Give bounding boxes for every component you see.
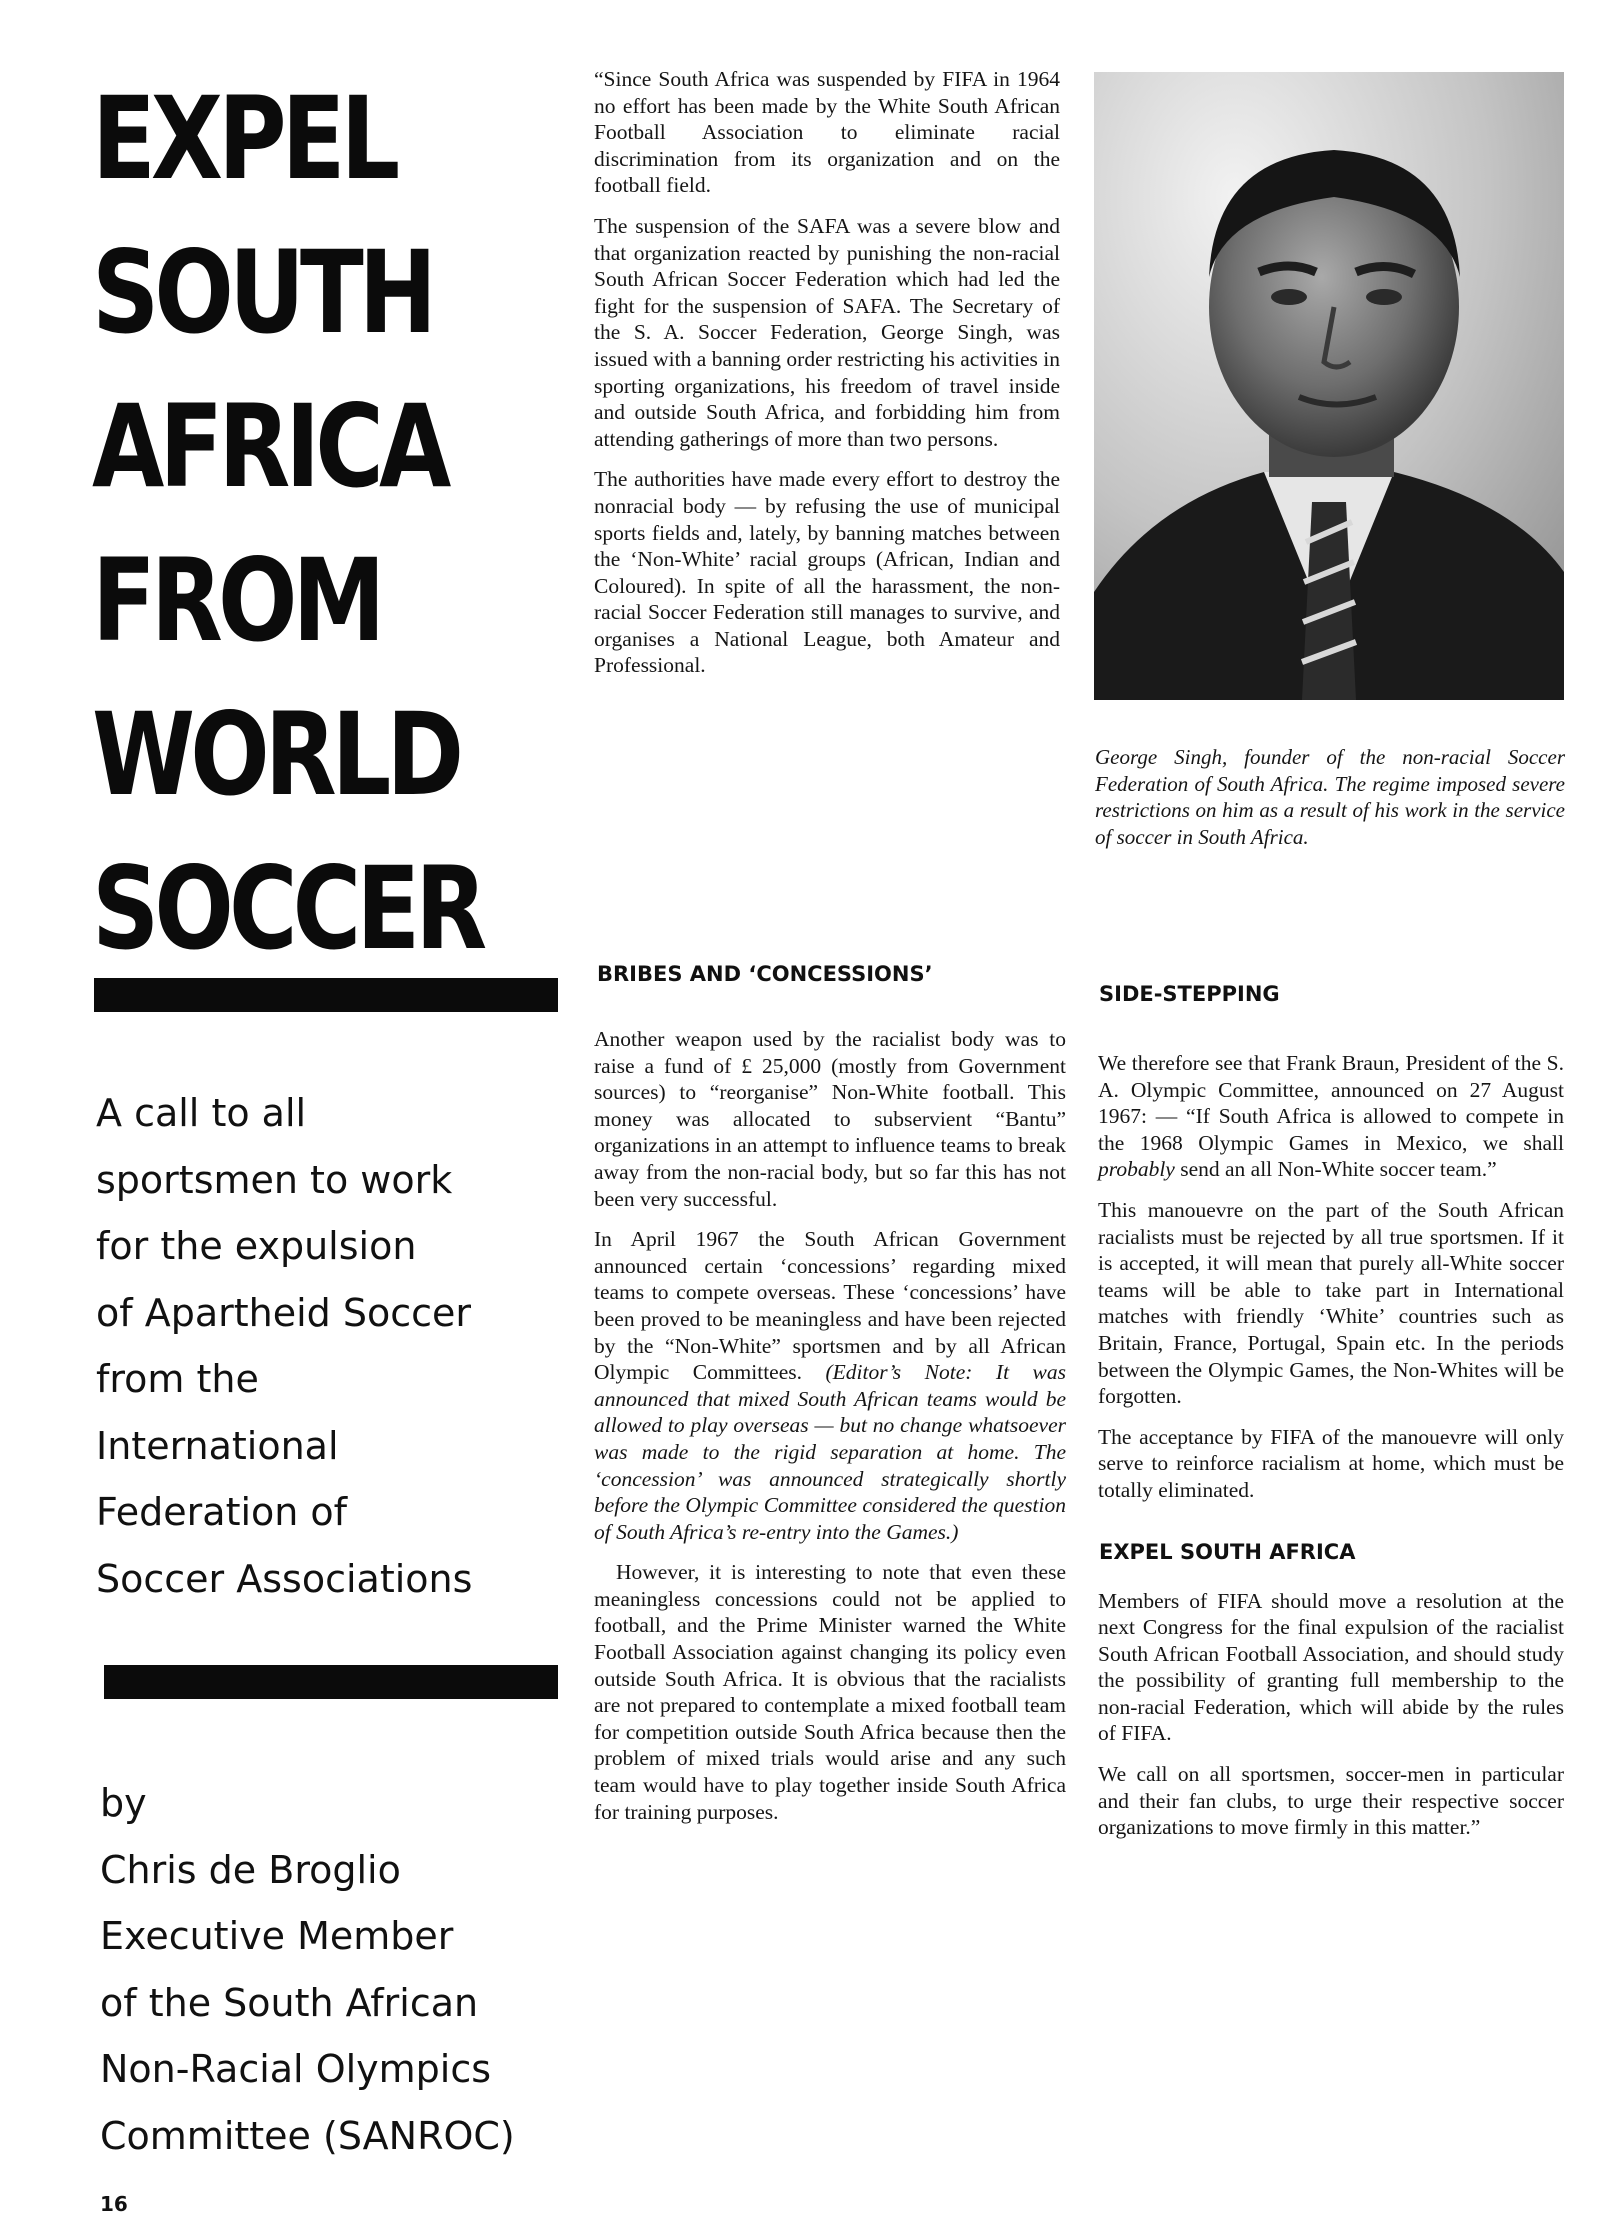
- body-paragraph: [594, 1226, 1066, 1545]
- section-heading-expel: EXPEL SOUTH AFRICA: [1099, 1540, 1356, 1564]
- byline-line: Executive Member: [100, 1914, 454, 1958]
- subheading-line: sportsmen to work: [96, 1157, 453, 1202]
- headline-line: EXPEL: [92, 72, 396, 205]
- body-text: We therefore see that Frank Braun, President of the S. A. Olympic Committee, announced on 27 August 1967: — “If South Africa is allowed to compete in the 1968 Olympic Games in Mexico, we shall: [1098, 1051, 1564, 1155]
- body-paragraph: Members of FIFA should move a resolution at the next Congress for the final expulsion of the racialist South African Football Association, and should study the possibility of granting full membership to the non-racial Federation, which will abide by the rules of FIFA.: [1098, 1588, 1564, 1746]
- black-rule-divider: [104, 1665, 558, 1699]
- byline-line: of the South African: [100, 1980, 479, 2025]
- subheading-line: Soccer Associations: [96, 1556, 473, 1601]
- body-paragraph: We call on all sportsmen, soccer-men in particular and their fan clubs, to urge their respective soccer organizations to move firmly in this matter.”: [1098, 1762, 1564, 1840]
- headline-line: SOUTH: [92, 226, 433, 359]
- subheading-line: for the expulsion: [96, 1224, 417, 1268]
- headline: [92, 62, 483, 986]
- byline-line: by: [100, 1781, 147, 1825]
- author-byline: [100, 1770, 580, 2169]
- body-paragraph: This manouevre on the part of the South African racialists must be rejected by all true sportsmen. If it is accepted, it will mean that purely all-White soccer teams will be able to take part in International matches with friendly ‘White’ countries such as Britain, France, Portugal, Spain etc. In the periods between the Olympic Games, the Non-Whites will be forgotten.: [1098, 1197, 1564, 1409]
- emphasis-text: probably: [1098, 1157, 1175, 1182]
- black-rule-divider: [94, 978, 558, 1012]
- headline-line: FROM: [92, 534, 381, 667]
- byline-line: Committee (SANROC): [100, 2113, 515, 2158]
- subheading-line: A call to all: [96, 1091, 307, 1135]
- right-column: [1098, 1050, 1564, 1855]
- subheading-line: of Apartheid Soccer: [96, 1290, 472, 1335]
- body-paragraph: The authorities have made every effort to destroy the nonracial body — by refusing the use of municipal sports fields and, lately, by banning matches between the ‘Non-White’ racial groups (African, Indian and Coloured). In spite of all the harassment, the non-racial Soccer Federation still manages to survive, and organises a National League, both Amateur and Professional.: [594, 467, 1060, 678]
- intro-column: [594, 66, 1060, 693]
- editors-note: (Editor’s Note: It was announced that mixed South African teams would be allowed to play overseas — but no change whatsoever was made to the rigid separation at home. The ‘concession’ was announced strategically shortly before the Olympic Committee considered the question of South Africa’s re-entry into the Games.): [594, 1360, 1066, 1544]
- section-heading-side-stepping: SIDE-STEPPING: [1099, 982, 1280, 1006]
- photo-caption: George Singh, founder of the non-racial Soccer Federation of South Africa. The regime imposed severe restrictions on him as a result of his work in the service of soccer in South Africa.: [1095, 745, 1565, 849]
- body-text: In April 1967 the South African Government announced certain ‘concessions’ regarding mixed teams to compete overseas. These ‘concessions’ have been proved to be meaningless and have been rejected by the “Non-White” sportsmen and by all African Olympic Committees.: [594, 1227, 1066, 1385]
- body-text: send an all Non-White soccer team.”: [1174, 1157, 1497, 1182]
- byline-line: Non-Racial Olympics: [100, 2047, 492, 2091]
- body-paragraph: The acceptance by FIFA of the manouevre will only serve to reinforce racialism at home, which must be totally eliminated.: [1098, 1424, 1564, 1502]
- portrait-image: [1094, 72, 1564, 700]
- subheading: [96, 1080, 576, 1612]
- body-paragraph: The suspension of the SAFA was a severe blow and that organization reacted by punishing the non-racial South African Soccer Federation which had led the fight for the suspension of SAFA. The Secretary of the S. A. Soccer Federation, George Singh, was issued with a banning order restricting his activities in sporting organizations, his freedom of travel inside and outside South Africa, and forbidding him from attending gatherings of more than two persons.: [594, 213, 1060, 451]
- headline-line: WORLD: [92, 688, 460, 821]
- byline-line: Chris de Broglio: [100, 1847, 401, 1892]
- body-paragraph: “Since South Africa was suspended by FIFA in 1964 no effort has been made by the White South African Football Association to eliminate racial discrimination from its organization and on the football field.: [594, 67, 1060, 198]
- body-paragraph: However, it is interesting to note that even these meaningless concessions could not be applied to football, and the Prime Minister warned the White Football Association against changing its policy even outside South Africa. It is obvious that the racialists are not prepared to contemplate a mixed football team for competition outside South Africa because then the problem of mixed trials would arise and any such team would have to play together inside South Africa for training purposes.: [594, 1560, 1066, 1824]
- body-paragraph: Another weapon used by the racialist body was to raise a fund of £ 25,000 (mostly from Government sources) to “reorganise” Non-White football. This money was allocated to subservient “Bantu” organizations in an attempt to influence teams to break away from the non-racial body, but so far this has not been very successful.: [594, 1027, 1066, 1211]
- bribes-column: [594, 1026, 1066, 1839]
- body-paragraph: [1098, 1050, 1564, 1183]
- headline-line: AFRICA: [92, 380, 447, 513]
- page-number: 16: [100, 2192, 128, 2216]
- headline-line: SOCCER: [92, 842, 483, 975]
- subheading-line: from the: [96, 1357, 259, 1401]
- subheading-line: International: [96, 1423, 339, 1468]
- portrait-photo: [1094, 72, 1564, 700]
- section-heading-bribes: BRIBES AND ‘CONCESSIONS’: [597, 962, 933, 986]
- subheading-line: Federation of: [96, 1490, 348, 1534]
